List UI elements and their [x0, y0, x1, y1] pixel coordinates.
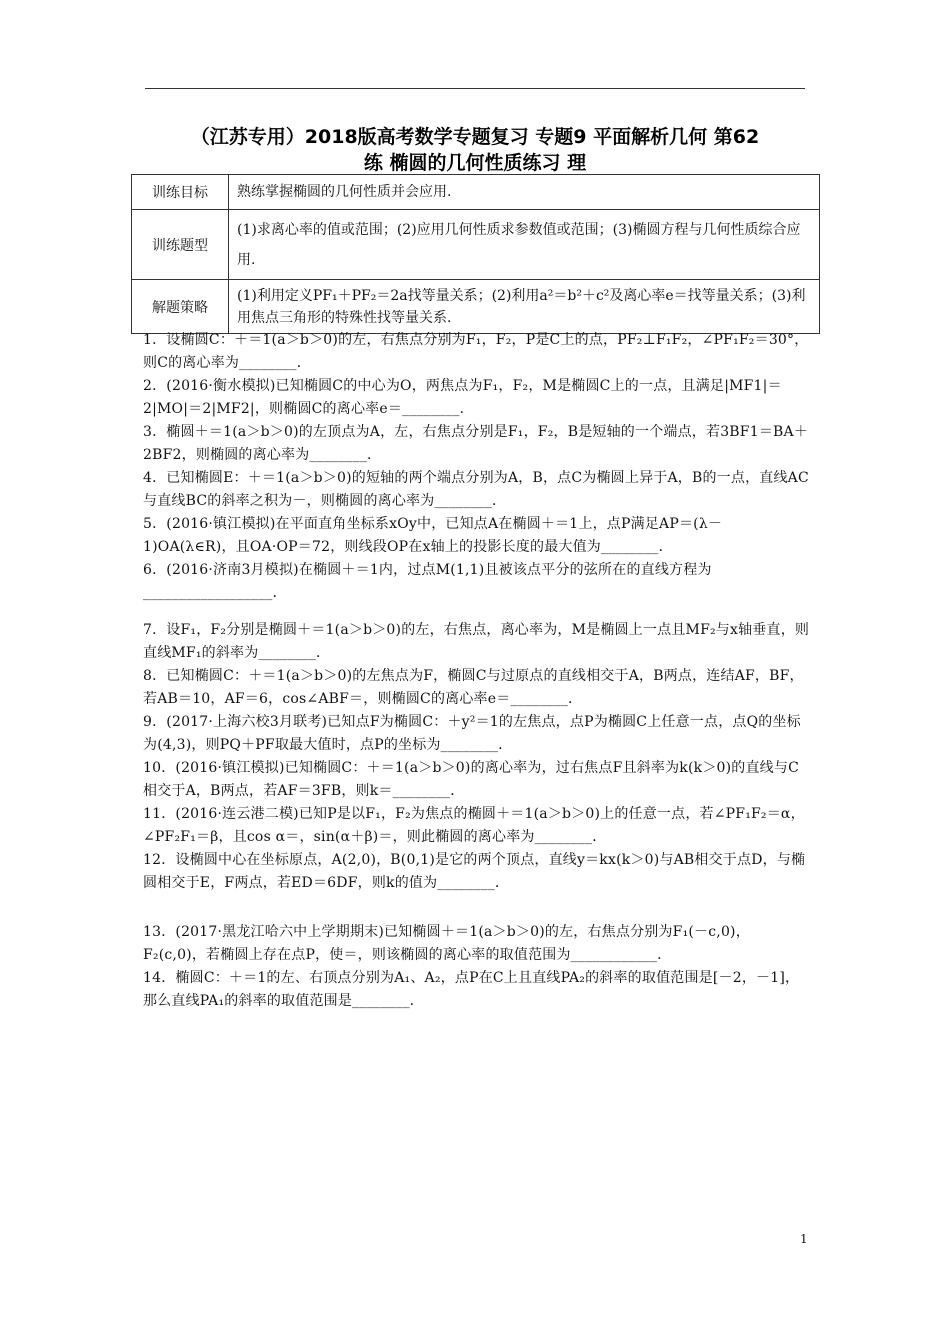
table-row: [132, 175, 820, 210]
training-table: [131, 174, 820, 334]
table-row: [132, 210, 820, 280]
document-title-line-2: 练 椭圆的几何性质练习 理: [363, 152, 587, 174]
problem-item: 14．椭圆C：＋＝1的左、右顶点分别为A₁、A₂，点P在C上且直线PA₂的斜率的取值范围是[－2，－1]，那么直线PA₁的斜率的取值范围是________．: [143, 970, 800, 1009]
problem-item: 8．已知椭圆C：＋＝1(a＞b＞0)的左焦点为F，椭圆C与过原点的直线相交于A，B两点，连结AF，BF，若AB＝10，AF＝6，cos∠ABF＝，则椭圆C的离心率e＝________．: [143, 668, 804, 707]
problem-item: 12．设椭圆中心在坐标原点，A(2,0)，B(0,1)是它的两个顶点，直线y＝kx(k＞0)与AB相交于点D，与椭圆相交于E，F两点，若ED＝6DF，则k的值为________．: [143, 852, 806, 891]
header-rule: [145, 88, 805, 89]
problem-item: 9．(2017·上海六校3月联考)已知点F为椭圆C：＋y²＝1的左焦点，点P为椭圆C上任意一点，点Q的坐标为(4,3)，则PQ＋PF取最大值时，点P的坐标为________．: [143, 714, 801, 753]
problem-item: 6．(2016·济南3月模拟)在椭圆＋＝1内，过点M(1,1)且被该点平分的弦所在的直线方程为__________________．: [143, 562, 712, 601]
problem-item: 7．设F₁，F₂分别是椭圆＋＝1(a＞b＞0)的左，右焦点，离心率为，M是椭圆上一点且MF₂与x轴垂直，则直线MF₁的斜率为________．: [143, 622, 810, 661]
problem-item: 5．(2016·镇江模拟)在平面直角坐标系xOy中，已知点A在椭圆＋＝1上，点P满足AP＝(λ－1)OA(λ∈R)，且OA·OP＝72，则线段OP在x轴上的投影长度的最大值为________．: [143, 516, 723, 555]
document-title-line-1: （江苏专用）2018版高考数学专题复习 专题9 平面解析几何 第62: [190, 126, 760, 148]
table-row: [132, 280, 820, 334]
table-row-content: (1)求离心率的值或范围；(2)应用几何性质求参数值或范围；(3)椭圆方程与几何性质综合应用.: [229, 210, 820, 280]
problem-list: [143, 329, 810, 1013]
table-row-content: 熟练掌握椭圆的几何性质并会应用.: [229, 175, 820, 210]
table-row-label: 训练题型: [132, 210, 229, 280]
problem-item: 1．设椭圆C：＋＝1(a＞b＞0)的左，右焦点分别为F₁，F₂，P是C上的点，PF₂⊥F₁F₂，∠PF₁F₂＝30°，则C的离心率为________．: [143, 332, 809, 371]
problem-item: 13．(2017·黑龙江哈六中上学期期末)已知椭圆＋＝1(a＞b＞0)的左，右焦点分别为F₁(－c,0)，F₂(c,0)，若椭圆上存在点P，使＝，则该椭圆的离心率的取值范围为____________．: [143, 924, 750, 963]
problem-item: 2．(2016·衡水模拟)已知椭圆C的中心为O，两焦点为F₁，F₂，M是椭圆C上的一点，且满足|MF1|＝2|MO|＝2|MF2|，则椭圆C的离心率e＝________．: [143, 378, 782, 417]
problem-item: 11．(2016·连云港二模)已知P是以F₁，F₂为焦点的椭圆＋＝1(a＞b＞0)上的任意一点，若∠PF₁F₂＝α，∠PF₂F₁＝β，且cos α＝，sin(α＋β)＝，则此椭圆的离心率为________．: [143, 806, 805, 845]
problem-item: 3．椭圆＋＝1(a＞b＞0)的左顶点为A，左，右焦点分别是F₁，F₂，B是短轴的一个端点，若3BF1＝BA＋2BF2，则椭圆的离心率为________．: [143, 424, 809, 463]
table-row-label: 训练目标: [132, 175, 229, 210]
problem-item: 10．(2016·镇江模拟)已知椭圆C：＋＝1(a＞b＞0)的离心率为，过右焦点F且斜率为k(k＞0)的直线与C相交于A，B两点，若AF＝3FB，则k＝________．: [143, 760, 799, 799]
problem-item: 4．已知椭圆E：＋＝1(a＞b＞0)的短轴的两个端点分别为A，B，点C为椭圆上异于A，B的一点，直线AC与直线BC的斜率之积为－，则椭圆的离心率为________．: [143, 470, 809, 509]
table-row-content: (1)利用定义PF₁＋PF₂＝2a找等量关系；(2)利用a²＝b²＋c²及离心率e＝找等量关系；(3)利用焦点三角形的特殊性找等量关系.: [229, 280, 820, 334]
page-number: 1: [800, 1232, 808, 1246]
table-row-label: 解题策略: [132, 280, 229, 334]
